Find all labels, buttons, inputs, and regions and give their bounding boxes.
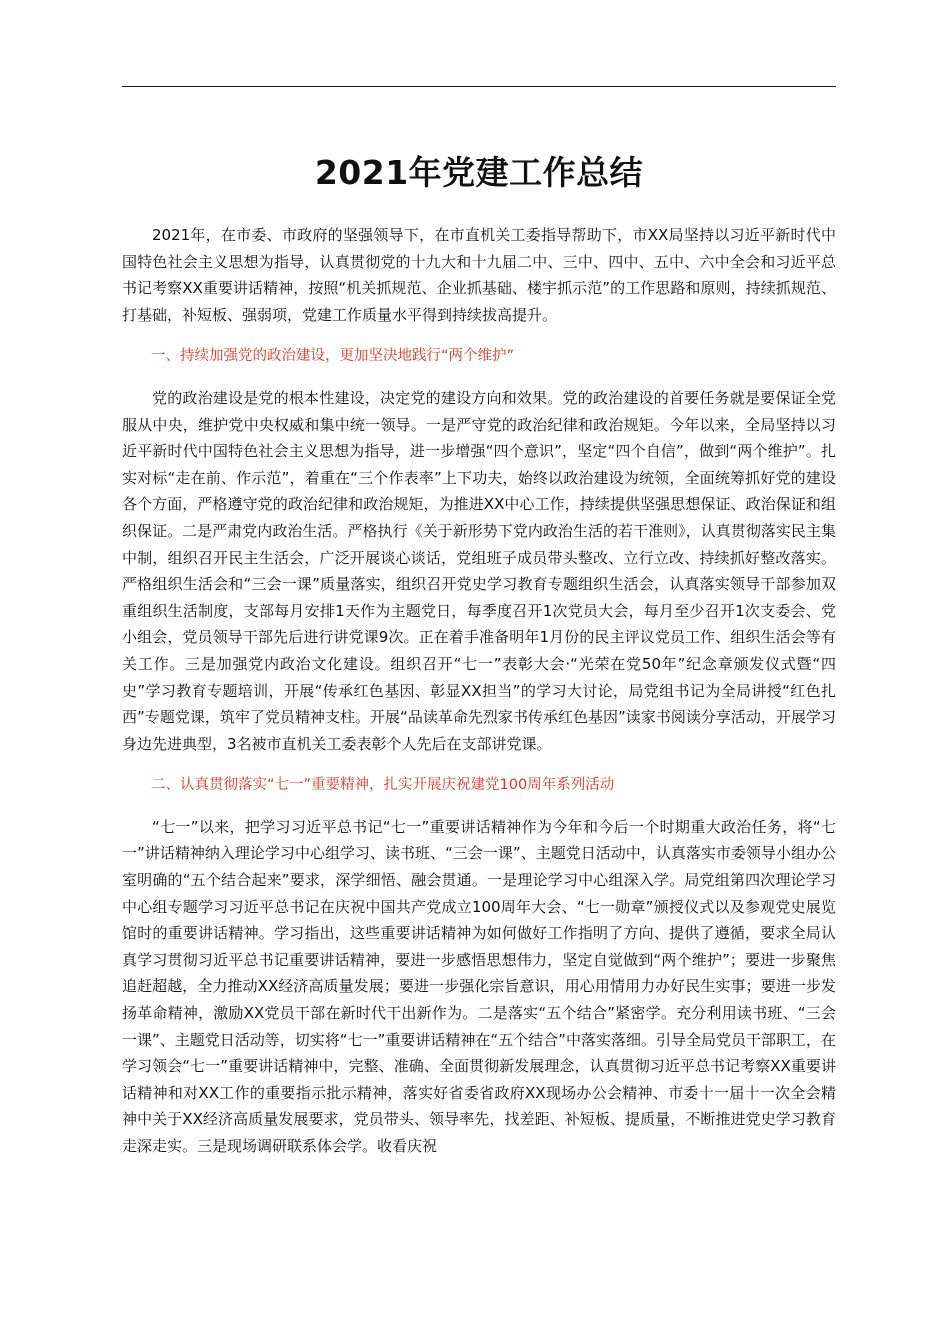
document-body [122, 222, 836, 1160]
header-rule [122, 86, 836, 87]
intro-paragraph: 2021年，在市委、市政府的坚强领导下，在市直机关工委指导帮助下，市XX局坚持以习近平新时代中国特色社会主义思想为指导，认真贯彻党的十九大和十九届二中、三中、四中、五中、六中全会和习近平总书记考察XX重要讲话精神，按照“机关抓规范、企业抓基础、楼宇抓示范”的工作思路和原则，持续抓规范、打基础，补短板、强弱项，党建工作质量水平得到持续拔高提升。 [122, 226, 836, 324]
section-1-paragraph: 党的政治建设是党的根本性建设，决定党的建设方向和效果。党的政治建设的首要任务就是要保证全党服从中央，维护党中央权威和集中统一领导。一是严守党的政治纪律和政治规矩。今年以来，全局坚持以习近平新时代中国特色社会主义思想为指导，进一步增强“四个意识”，坚定“四个自信”，做到“两个维护”。扎实对标“走在前、作示范”，着重在“三个作表率”上下功夫，始终以政治建设为统领，全面统筹抓好党的建设各个方面，严格遵守党的政治纪律和政治规矩，为推进XX中心工作，持续提供坚强思想保证、政治保证和组织保证。二是严肃党内政治生活。严格执行《关于新形势下党内政治生活的若干准则》，认真贯彻落实民主集中制，组织召开民主生活会，广泛开展谈心谈话，党组班子成员带头整改、立行立改、持续抓好整改落实。严格组织生活会和“三会一课”质量落实，组织召开党史学习教育专题组织生活会，认真落实领导干部参加双重组织生活制度，支部每月安排1天作为主题党日，每季度召开1次党员大会，每月至少召开1次支委会、党小组会，党员领导干部先后进行讲党课9次。正在着手准备明年1月份的民主评议党员工作、组织生活会等有关工作。三是加强党内政治文化建设。组织召开“七一”表彰大会·“光荣在党50年”纪念章颁发仪式暨“四史”学习教育专题培训，开展“传承红色基因、彰显XX担当”的学习大讨论，局党组书记为全局讲授“红色扎西”专题党课，筑牢了党员精神支柱。开展“品读革命先烈家书传承红色基因”读家书阅读分享活动，开展学习身边先进典型，3名被市直机关工委表彰个人先后在支部讲党课。 [122, 388, 836, 753]
section-2-heading: 二、认真贯彻落实“七一”重要精神，扎实开展庆祝建党100周年系列活动 [151, 777, 615, 794]
section-1-heading: 一、持续加强党的政治建设，更加坚决地践行“两个维护” [151, 348, 515, 365]
page-title: 2021年党建工作总结 [314, 153, 644, 192]
section-2-paragraph: “七一”以来，把学习习近平总书记“七一”重要讲话精神作为今年和今后一个时期重大政治任务，将“七一”讲话精神纳入理论学习中心组学习、读书班、“三会一课”、主题党日活动中，认真落实市委领导小组办公室明确的“五个结合起来”要求，深学细悟、融会贯通。一是理论学习中心组深入学。局党组第四次理论学习中心组专题学习习近平总书记在庆祝中国共产党成立100周年大会、“七一勋章”颁授仪式以及参观党史展览馆时的重要讲话精神。学习指出，这些重要讲话精神为如何做好工作指明了方向、提供了遵循，要求全局认真学习贯彻习近平总书记重要讲话精神，要进一步感悟思想伟力，坚定自觉做到“两个维护”；要进一步聚焦追赶超越，全力推动XX经济高质量发展；要进一步强化宗旨意识，用心用情用力办好民生实事；要进一步发扬革命精神，激励XX党员干部在新时代干出新作为。二是落实“五个结合”紧密学。充分利用读书班、“三会一课”、主题党日活动等，切实将“七一”重要讲话精神在“五个结合”中落实落细。引导全局党员干部职工，在学习领会“七一”重要讲话精神中，完整、准确、全面贯彻新发展理念，认真贯彻习近平总书记考察XX重要讲话精神和对XX工作的重要指示批示精神，落实好省委省政府XX现场办公会精神、市委十一届十一次全会精神中关于XX经济高质量发展要求，党员带头、领导率先，找差距、补短板、提质量，不断推进党史学习教育走深走实。三是现场调研联系体会学。收看庆祝 [122, 817, 837, 1155]
